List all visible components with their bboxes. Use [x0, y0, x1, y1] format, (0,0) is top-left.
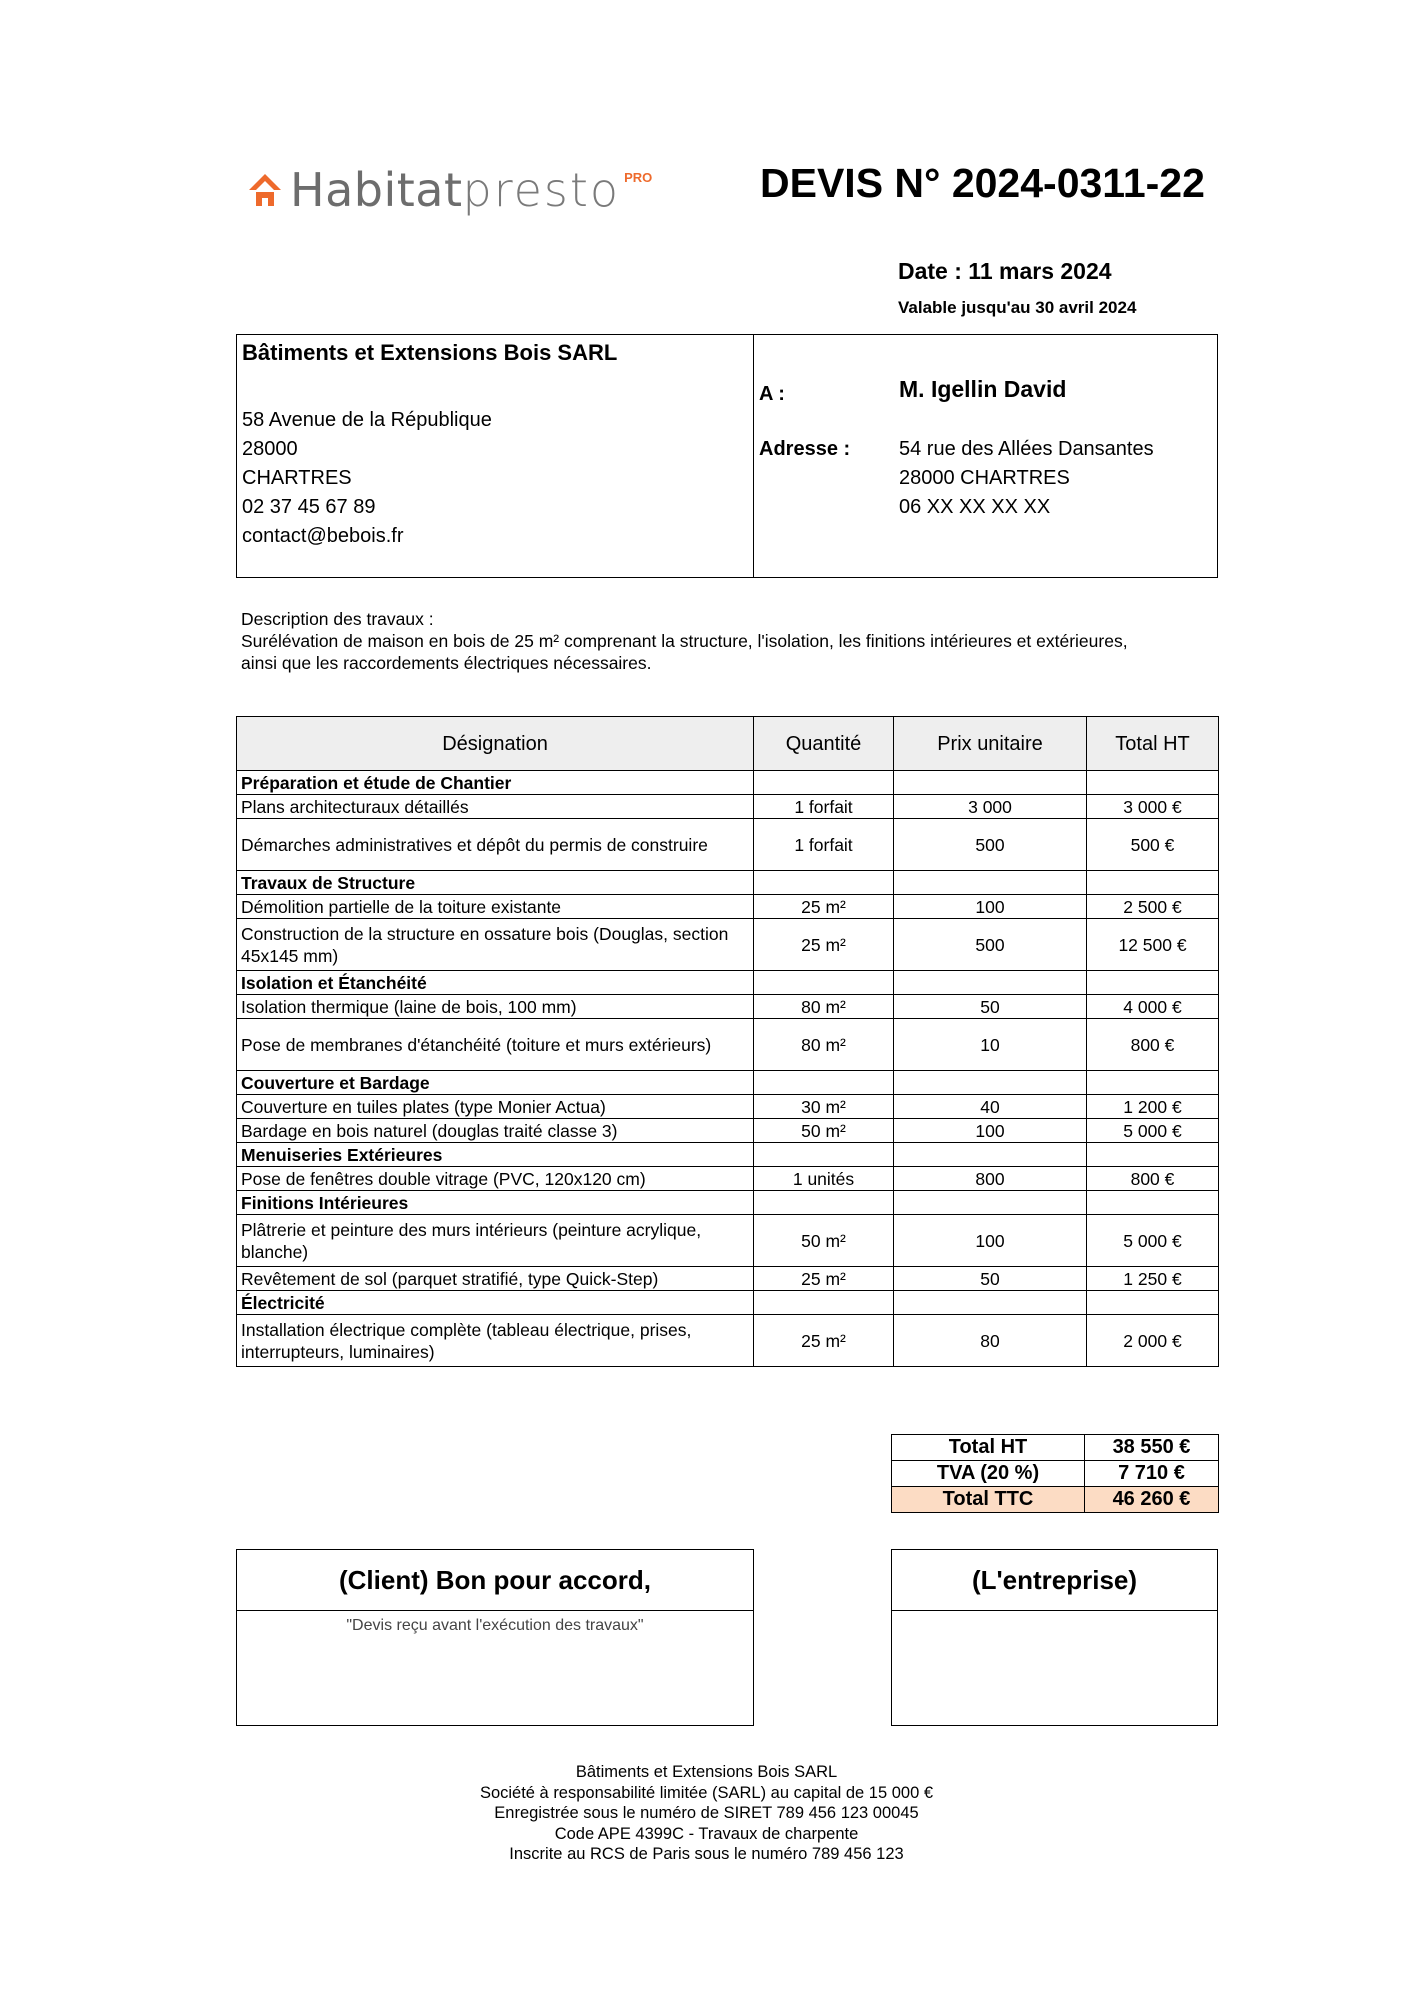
client-address-line: 28000 CHARTRES	[899, 467, 1070, 489]
totals-value: 38 550 €	[1085, 1435, 1219, 1461]
cell-total: 1 250 €	[1087, 1267, 1219, 1291]
client-address	[899, 435, 1154, 522]
to-label: A :	[759, 383, 785, 405]
table-row	[237, 1119, 1219, 1143]
empty-cell	[1087, 1191, 1219, 1215]
cell-designation: Pose de fenêtres double vitrage (PVC, 120x120 cm)	[237, 1167, 754, 1191]
cell-total: 5 000 €	[1087, 1119, 1219, 1143]
cell-total: 1 200 €	[1087, 1095, 1219, 1119]
empty-cell	[894, 1143, 1087, 1167]
cell-designation: Revêtement de sol (parquet stratifié, type Quick-Step)	[237, 1267, 754, 1291]
header-quantity: Quantité	[754, 717, 894, 771]
table-row	[237, 819, 1219, 871]
cell-designation: Isolation thermique (laine de bois, 100 mm)	[237, 995, 754, 1019]
footer-line: Société à responsabilité limitée (SARL) au capital de 15 000 €	[479, 1783, 934, 1802]
empty-cell	[754, 771, 894, 795]
section-row	[237, 971, 1219, 995]
cell-designation: Démolition partielle de la toiture existante	[237, 895, 754, 919]
company-address	[242, 406, 492, 551]
empty-cell	[894, 971, 1087, 995]
empty-cell	[894, 1191, 1087, 1215]
empty-cell	[754, 1143, 894, 1167]
cell-unit-price: 100	[894, 1215, 1087, 1267]
cell-quantity: 80 m²	[754, 1019, 894, 1071]
brand-name: Habitatpresto	[290, 163, 621, 217]
section-row	[237, 771, 1219, 795]
cell-total: 2 500 €	[1087, 895, 1219, 919]
empty-cell	[894, 771, 1087, 795]
cell-designation: Pose de membranes d'étanchéité (toiture et murs extérieurs)	[237, 1019, 754, 1071]
empty-cell	[754, 1291, 894, 1315]
cell-quantity: 50 m²	[754, 1215, 894, 1267]
cell-unit-price: 3 000	[894, 795, 1087, 819]
cell-unit-price: 80	[894, 1315, 1087, 1367]
cell-total: 800 €	[1087, 1019, 1219, 1071]
company-phone: 02 37 45 67 89	[242, 496, 376, 518]
legal-footer	[0, 1762, 1413, 1865]
table-row	[237, 1019, 1219, 1071]
company-line: 28000	[242, 438, 298, 460]
empty-cell	[1087, 771, 1219, 795]
section-title: Travaux de Structure	[237, 871, 754, 895]
table-row	[237, 919, 1219, 971]
header-unit-price: Prix unitaire	[894, 717, 1087, 771]
section-row	[237, 1143, 1219, 1167]
table-row	[237, 1267, 1219, 1291]
cell-designation: Plans architecturaux détaillés	[237, 795, 754, 819]
quote-items-table	[236, 716, 1219, 1367]
table-row	[237, 895, 1219, 919]
cell-total: 3 000 €	[1087, 795, 1219, 819]
cell-unit-price: 50	[894, 1267, 1087, 1291]
section-title: Menuiseries Extérieures	[237, 1143, 754, 1167]
header-total: Total HT	[1087, 717, 1219, 771]
work-description	[241, 608, 1141, 674]
cell-quantity: 25 m²	[754, 1267, 894, 1291]
company-line: CHARTRES	[242, 467, 352, 489]
company-line: 58 Avenue de la République	[242, 409, 492, 431]
header-designation: Désignation	[237, 717, 754, 771]
cell-unit-price: 800	[894, 1167, 1087, 1191]
parties-divider	[753, 335, 754, 577]
empty-cell	[1087, 1071, 1219, 1095]
cell-designation: Couverture en tuiles plates (type Monier Actua)	[237, 1095, 754, 1119]
section-title: Couverture et Bardage	[237, 1071, 754, 1095]
empty-cell	[754, 1071, 894, 1095]
table-row	[237, 1215, 1219, 1267]
quote-title: DEVIS N° 2024-0311-22	[760, 160, 1205, 206]
client-signature-box[interactable]	[236, 1549, 754, 1726]
footer-line: Inscrite au RCS de Paris sous le numéro 789 456 123	[509, 1845, 904, 1863]
section-title: Finitions Intérieures	[237, 1191, 754, 1215]
totals-table	[891, 1434, 1219, 1513]
cell-total: 12 500 €	[1087, 919, 1219, 971]
house-roof-icon	[248, 172, 282, 208]
footer-line: Code APE 4399C - Travaux de charpente	[554, 1824, 859, 1843]
cell-quantity: 1 forfait	[754, 819, 894, 871]
company-email: contact@bebois.fr	[242, 525, 404, 547]
empty-cell	[1087, 871, 1219, 895]
cell-unit-price: 50	[894, 995, 1087, 1019]
client-signature-note: "Devis reçu avant l'exécution des travaux"	[346, 1617, 644, 1634]
cell-unit-price: 10	[894, 1019, 1087, 1071]
cell-designation: Installation électrique complète (tableau électrique, prises, interrupteurs, luminaires)	[237, 1315, 754, 1367]
company-signature-title: (L'entreprise)	[892, 1550, 1217, 1611]
cell-total: 500 €	[1087, 819, 1219, 871]
cell-total: 4 000 €	[1087, 995, 1219, 1019]
cell-quantity: 50 m²	[754, 1119, 894, 1143]
totals-label: TVA (20 %)	[892, 1461, 1085, 1487]
brand-logo	[248, 160, 652, 220]
totals-body	[892, 1435, 1219, 1513]
cell-designation: Démarches administratives et dépôt du permis de construire	[237, 819, 754, 871]
client-phone: 06 XX XX XX XX	[899, 496, 1051, 518]
totals-value: 7 710 €	[1085, 1461, 1219, 1487]
empty-cell	[754, 1191, 894, 1215]
cell-quantity: 80 m²	[754, 995, 894, 1019]
cell-unit-price: 500	[894, 819, 1087, 871]
cell-quantity: 1 forfait	[754, 795, 894, 819]
cell-unit-price: 100	[894, 895, 1087, 919]
cell-unit-price: 100	[894, 1119, 1087, 1143]
cell-unit-price: 500	[894, 919, 1087, 971]
cell-quantity: 30 m²	[754, 1095, 894, 1119]
cell-quantity: 25 m²	[754, 895, 894, 919]
empty-cell	[1087, 971, 1219, 995]
table-row	[237, 795, 1219, 819]
section-title: Préparation et étude de Chantier	[237, 771, 754, 795]
cell-quantity: 25 m²	[754, 919, 894, 971]
description-text: Surélévation de maison en bois de 25 m² comprenant la structure, l'isolation, les finitions intérieures et extérieures, ainsi que les raccordements électriques nécessaires.	[241, 631, 1128, 673]
section-row	[237, 871, 1219, 895]
brand-badge: PRO	[624, 170, 653, 185]
footer-line: Bâtiments et Extensions Bois SARL	[575, 1763, 838, 1781]
client-address-line: 54 rue des Allées Dansantes	[899, 438, 1154, 460]
totals-row	[892, 1487, 1219, 1513]
parties-box	[236, 334, 1218, 578]
table-row	[237, 995, 1219, 1019]
table-header-row	[237, 717, 1219, 771]
table-row	[237, 1315, 1219, 1367]
quote-date: Date : 11 mars 2024	[898, 258, 1112, 284]
company-signature-box[interactable]	[891, 1549, 1218, 1726]
client-name: M. Igellin David	[899, 376, 1067, 402]
empty-cell	[1087, 1143, 1219, 1167]
quote-validity: Valable jusqu'au 30 avril 2024	[898, 298, 1137, 317]
cell-total: 5 000 €	[1087, 1215, 1219, 1267]
cell-designation: Construction de la structure en ossature bois (Douglas, section 45x145 mm)	[237, 919, 754, 971]
footer-line: Enregistrée sous le numéro de SIRET 789 456 123 00045	[494, 1804, 919, 1822]
section-title: Électricité	[237, 1291, 754, 1315]
totals-value: 46 260 €	[1085, 1487, 1219, 1513]
empty-cell	[894, 1291, 1087, 1315]
cell-unit-price: 40	[894, 1095, 1087, 1119]
cell-quantity: 25 m²	[754, 1315, 894, 1367]
totals-row	[892, 1435, 1219, 1461]
empty-cell	[894, 871, 1087, 895]
totals-label: Total HT	[892, 1435, 1085, 1461]
address-label: Adresse :	[759, 438, 851, 460]
table-row	[237, 1095, 1219, 1119]
section-row	[237, 1191, 1219, 1215]
empty-cell	[754, 971, 894, 995]
empty-cell	[1087, 1291, 1219, 1315]
empty-cell	[894, 1071, 1087, 1095]
table-body	[237, 771, 1219, 1367]
cell-designation: Plâtrerie et peinture des murs intérieurs (peinture acrylique, blanche)	[237, 1215, 754, 1267]
cell-designation: Bardage en bois naturel (douglas traité classe 3)	[237, 1119, 754, 1143]
section-title: Isolation et Étanchéité	[237, 971, 754, 995]
cell-quantity: 1 unités	[754, 1167, 894, 1191]
company-name: Bâtiments et Extensions Bois SARL	[242, 340, 618, 365]
table-row	[237, 1167, 1219, 1191]
empty-cell	[754, 871, 894, 895]
cell-total: 2 000 €	[1087, 1315, 1219, 1367]
totals-label: Total TTC	[892, 1487, 1085, 1513]
section-row	[237, 1291, 1219, 1315]
cell-total: 800 €	[1087, 1167, 1219, 1191]
description-label: Description des travaux :	[241, 609, 434, 629]
totals-row	[892, 1461, 1219, 1487]
section-row	[237, 1071, 1219, 1095]
client-signature-title: (Client) Bon pour accord,	[237, 1550, 753, 1611]
